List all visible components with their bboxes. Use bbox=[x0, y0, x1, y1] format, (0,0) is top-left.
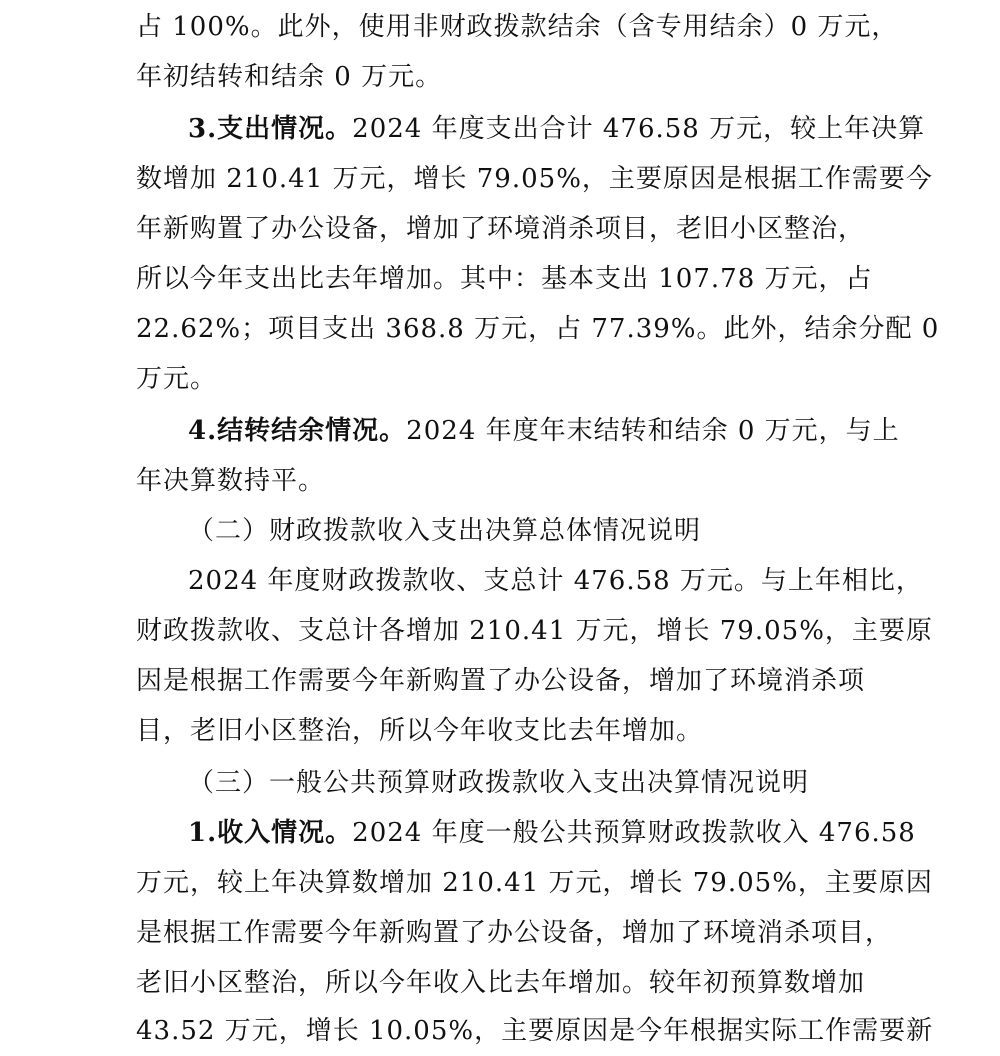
line-text: 2024 年度年末结转和结余 0 万元，与上 bbox=[406, 416, 900, 446]
section-heading: 4.结转结余情况。 bbox=[188, 416, 407, 446]
line-text: 因是根据工作需要今年新购置了办公设备，增加了环境消杀项 bbox=[136, 666, 866, 696]
line-text: （二）财政拨款收入支出决算总体情况说明 bbox=[188, 516, 702, 546]
paragraph-line bbox=[136, 656, 865, 706]
paragraph-line bbox=[136, 204, 865, 254]
line-text: 是根据工作需要今年新购置了办公设备，增加了环境消杀项目， bbox=[136, 918, 893, 948]
paragraph-line bbox=[136, 52, 442, 102]
paragraph-line bbox=[188, 406, 900, 456]
paragraph-line bbox=[136, 958, 865, 1008]
line-text: 43.52 万元，增长 10.05%，主要原因是今年根据实际工作需要新 bbox=[136, 1016, 934, 1046]
paragraph-line bbox=[136, 706, 703, 756]
line-text: 年初结转和结余 0 万元。 bbox=[136, 62, 443, 92]
line-text: 2024 年度财政拨款收、支总计 476.58 万元。与上年相比， bbox=[188, 566, 923, 596]
paragraph-line bbox=[136, 858, 933, 908]
paragraph-line bbox=[136, 908, 892, 958]
paragraph-line bbox=[136, 2, 898, 52]
paragraph-line bbox=[136, 304, 939, 354]
line-text: 老旧小区整治，所以今年收入比去年增加。较年初预算数增加 bbox=[136, 968, 866, 998]
paragraph-line bbox=[136, 606, 933, 656]
line-text: （三）一般公共预算财政拨款收入支出决算情况说明 bbox=[188, 768, 810, 798]
line-text: 年决算数持平。 bbox=[136, 466, 326, 496]
paragraph-line bbox=[188, 556, 923, 606]
subsection-title bbox=[188, 758, 809, 808]
paragraph-line bbox=[188, 808, 916, 858]
line-text: 占 100%。此外，使用非财政拨款结余（含专用结余）0 万元， bbox=[136, 12, 899, 42]
paragraph-line bbox=[136, 1006, 933, 1056]
paragraph-line bbox=[136, 456, 325, 506]
line-text: 年新购置了办公设备，增加了环境消杀项目，老旧小区整治， bbox=[136, 214, 866, 244]
line-text: 22.62%；项目支出 368.8 万元，占 77.39%。此外，结余分配 0 bbox=[136, 314, 940, 344]
line-text: 所以今年支出比去年增加。其中：基本支出 107.78 万元，占 bbox=[136, 264, 873, 294]
paragraph-line bbox=[188, 104, 925, 154]
line-text: 2024 年度支出合计 476.58 万元，较上年决算 bbox=[352, 114, 926, 144]
paragraph-line bbox=[136, 154, 933, 204]
section-heading: 1.收入情况。 bbox=[188, 818, 353, 848]
line-text: 万元。 bbox=[136, 364, 218, 394]
paragraph-line bbox=[136, 254, 873, 304]
line-text: 目，老旧小区整治，所以今年收支比去年增加。 bbox=[136, 716, 704, 746]
line-text: 万元，较上年决算数增加 210.41 万元，增长 79.05%，主要原因 bbox=[136, 868, 933, 898]
line-text: 财政拨款收、支总计各增加 210.41 万元，增长 79.05%，主要原 bbox=[136, 616, 933, 646]
line-text: 数增加 210.41 万元，增长 79.05%，主要原因是根据工作需要今 bbox=[136, 164, 933, 194]
section-heading: 3.支出情况。 bbox=[188, 114, 353, 144]
paragraph-line bbox=[136, 354, 217, 404]
subsection-title bbox=[188, 506, 701, 556]
line-text: 2024 年度一般公共预算财政拨款收入 476.58 bbox=[352, 818, 916, 848]
